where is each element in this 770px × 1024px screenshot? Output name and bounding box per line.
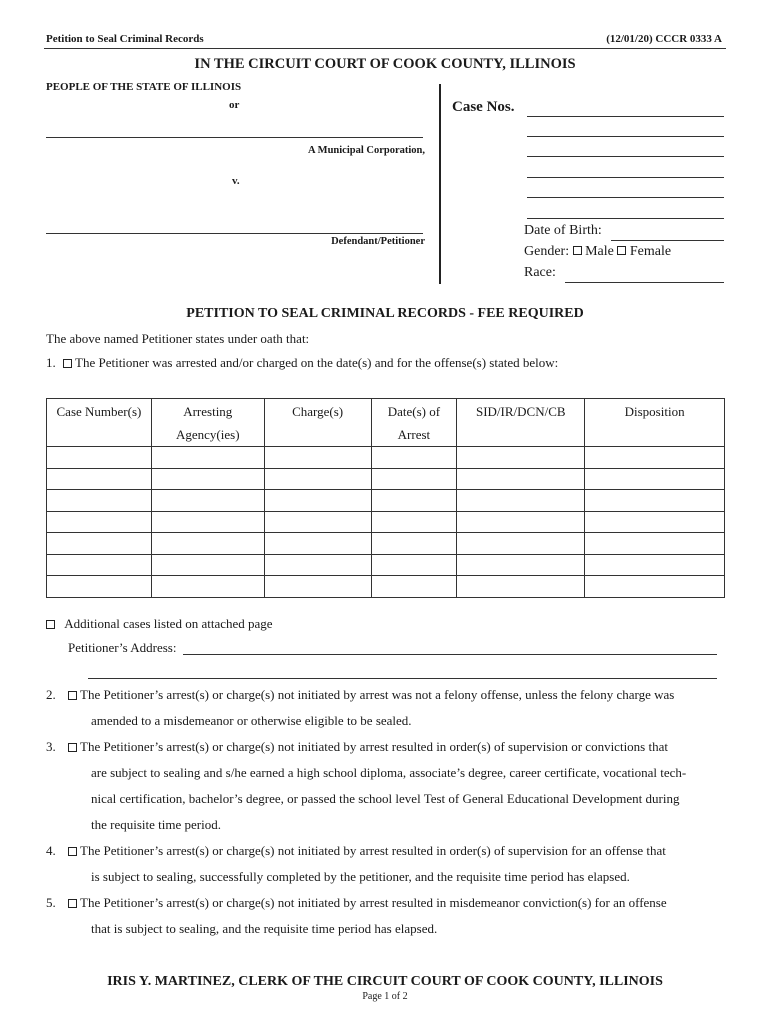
table-cell[interactable] xyxy=(47,468,152,490)
petition-title: PETITION TO SEAL CRIMINAL RECORDS - FEE REQUIRED xyxy=(186,306,584,321)
item-3-text: nical certification, bachelor’s degree, or passed the school level Test of General Educational Development during xyxy=(91,791,680,806)
item-number: 3. xyxy=(46,739,56,754)
versus-label: v. xyxy=(232,175,240,187)
table-cell[interactable] xyxy=(371,554,457,576)
dob-label: Date of Birth: xyxy=(524,223,602,238)
table-cell[interactable] xyxy=(151,468,264,490)
item-3 xyxy=(46,734,736,838)
address-label: Petitioner’s Address: xyxy=(68,640,177,655)
female-label: Female xyxy=(629,244,672,259)
table-cell[interactable] xyxy=(585,447,725,469)
col-arresting-agency: Arresting Agency(ies) xyxy=(151,399,264,447)
race-label: Race: xyxy=(524,265,556,280)
table-cell[interactable] xyxy=(47,554,152,576)
defendant-name-line[interactable] xyxy=(46,233,423,234)
item-2-text: amended to a misdemeanor or otherwise eligible to be sealed. xyxy=(91,713,412,728)
race-field[interactable] xyxy=(565,282,724,283)
col-sid: SID/IR/DCN/CB xyxy=(457,399,585,447)
additional-cases-checkbox[interactable] xyxy=(46,620,55,629)
table-cell[interactable] xyxy=(371,490,457,512)
table-cell[interactable] xyxy=(371,533,457,555)
male-label: Male xyxy=(585,244,614,259)
item-3-checkbox[interactable] xyxy=(68,743,77,752)
address-field-line-2[interactable] xyxy=(88,678,717,679)
table-cell[interactable] xyxy=(47,533,152,555)
table-row xyxy=(47,447,725,469)
table-cell[interactable] xyxy=(457,447,585,469)
court-title: IN THE CIRCUIT COURT OF COOK COUNTY, ILLINOIS xyxy=(194,56,576,72)
table-cell[interactable] xyxy=(47,576,152,598)
table-cell[interactable] xyxy=(457,533,585,555)
table-row xyxy=(47,468,725,490)
col-dates-of-arrest: Date(s) of Arrest xyxy=(371,399,457,447)
municipal-corporation-label: A Municipal Corporation, xyxy=(308,145,425,156)
clerk-footer: IRIS Y. MARTINEZ, CLERK OF THE CIRCUIT COURT OF COOK COUNTY, ILLINOIS xyxy=(107,974,663,989)
form-name: Petition to Seal Criminal Records xyxy=(46,33,204,45)
item-3-text: the requisite time period. xyxy=(91,817,221,832)
table-cell[interactable] xyxy=(457,554,585,576)
table-cell[interactable] xyxy=(151,533,264,555)
caption-divider xyxy=(439,84,441,284)
additional-cases-label: Additional cases listed on attached page xyxy=(64,616,273,631)
item-1-checkbox[interactable] xyxy=(63,359,72,368)
page-number: Page 1 of 2 xyxy=(362,991,408,1002)
item-4-checkbox[interactable] xyxy=(68,847,77,856)
table-row xyxy=(47,511,725,533)
intro-text: The above named Petitioner states under oath that: xyxy=(46,331,310,346)
item-5 xyxy=(46,890,736,942)
item-number: 4. xyxy=(46,843,56,858)
item-4-text: is subject to sealing, successfully completed by the petitioner, and the requisite time period has elapsed. xyxy=(91,869,630,884)
case-no-line[interactable] xyxy=(527,218,724,219)
table-cell[interactable] xyxy=(151,447,264,469)
table-cell[interactable] xyxy=(371,576,457,598)
item-number: 5. xyxy=(46,895,56,910)
table-cell[interactable] xyxy=(47,511,152,533)
table-cell[interactable] xyxy=(264,511,371,533)
case-no-line[interactable] xyxy=(527,177,724,178)
table-cell[interactable] xyxy=(151,490,264,512)
additional-cases-row xyxy=(46,616,273,632)
records-table xyxy=(46,398,725,598)
defendant-petitioner-label: Defendant/Petitioner xyxy=(331,236,425,247)
col-case-numbers: Case Number(s) xyxy=(47,399,152,447)
dob-field[interactable] xyxy=(611,240,724,241)
table-row xyxy=(47,490,725,512)
item-number: 2. xyxy=(46,687,56,702)
item-5-checkbox[interactable] xyxy=(68,899,77,908)
item-number: 1. xyxy=(46,355,56,370)
item-4-text: The Petitioner’s arrest(s) or charge(s) not initiated by arrest resulted in order(s) of supervision for an offense that xyxy=(80,843,666,858)
gender-row xyxy=(524,244,671,260)
table-cell[interactable] xyxy=(457,576,585,598)
item-2-checkbox[interactable] xyxy=(68,691,77,700)
table-cell[interactable] xyxy=(47,490,152,512)
case-nos-label: Case Nos. xyxy=(452,99,515,115)
female-checkbox[interactable] xyxy=(617,246,626,255)
case-no-line[interactable] xyxy=(527,136,724,137)
col-charges: Charge(s) xyxy=(264,399,371,447)
col-disposition: Disposition xyxy=(585,399,725,447)
table-row xyxy=(47,533,725,555)
table-cell[interactable] xyxy=(371,511,457,533)
item-2 xyxy=(46,682,736,734)
table-row xyxy=(47,554,725,576)
table-cell[interactable] xyxy=(371,468,457,490)
item-1 xyxy=(46,355,558,371)
table-cell[interactable] xyxy=(264,447,371,469)
table-cell[interactable] xyxy=(371,447,457,469)
table-cell[interactable] xyxy=(47,447,152,469)
item-3-text: are subject to sealing and s/he earned a high school diploma, associate’s degree, career certificate, vocational tech- xyxy=(91,765,687,780)
table-cell[interactable] xyxy=(264,490,371,512)
table-cell[interactable] xyxy=(151,554,264,576)
form-code: (12/01/20) CCCR 0333 A xyxy=(606,33,722,45)
table-cell[interactable] xyxy=(457,490,585,512)
table-cell[interactable] xyxy=(264,533,371,555)
table-cell[interactable] xyxy=(585,490,725,512)
table-cell[interactable] xyxy=(457,468,585,490)
gender-label: Gender: xyxy=(524,244,570,259)
table-cell[interactable] xyxy=(264,554,371,576)
item-5-text: that is subject to sealing, and the requisite time period has elapsed. xyxy=(91,921,438,936)
or-label: or xyxy=(229,99,240,111)
table-cell[interactable] xyxy=(585,468,725,490)
male-checkbox[interactable] xyxy=(573,246,582,255)
table-cell[interactable] xyxy=(585,576,725,598)
item-2-text: The Petitioner’s arrest(s) or charge(s) not initiated by arrest was not a felony offense, unless the felony charge was xyxy=(80,687,675,702)
item-4 xyxy=(46,838,736,890)
table-cell[interactable] xyxy=(585,554,725,576)
case-no-line[interactable] xyxy=(527,116,724,117)
case-no-line[interactable] xyxy=(527,197,724,198)
item-3-text: The Petitioner’s arrest(s) or charge(s) not initiated by arrest resulted in order(s) of supervision or convictions that xyxy=(80,739,668,754)
item-5-text: The Petitioner’s arrest(s) or charge(s) not initiated by arrest resulted in misdemeanor conviction(s) for an offense xyxy=(80,895,667,910)
table-header-row xyxy=(47,399,725,447)
municipality-name-line[interactable] xyxy=(46,137,423,138)
case-no-line[interactable] xyxy=(527,156,724,157)
table-cell[interactable] xyxy=(585,533,725,555)
table-row xyxy=(47,576,725,598)
table-cell[interactable] xyxy=(264,576,371,598)
table-cell[interactable] xyxy=(151,511,264,533)
item-1-text: The Petitioner was arrested and/or charged on the date(s) and for the offense(s) stated below: xyxy=(75,355,559,370)
table-cell[interactable] xyxy=(151,576,264,598)
people-label: PEOPLE OF THE STATE OF ILLINOIS xyxy=(46,81,242,93)
header-rule xyxy=(44,48,726,49)
table-cell[interactable] xyxy=(457,511,585,533)
table-cell[interactable] xyxy=(264,468,371,490)
table-cell[interactable] xyxy=(585,511,725,533)
address-field[interactable] xyxy=(183,654,717,655)
